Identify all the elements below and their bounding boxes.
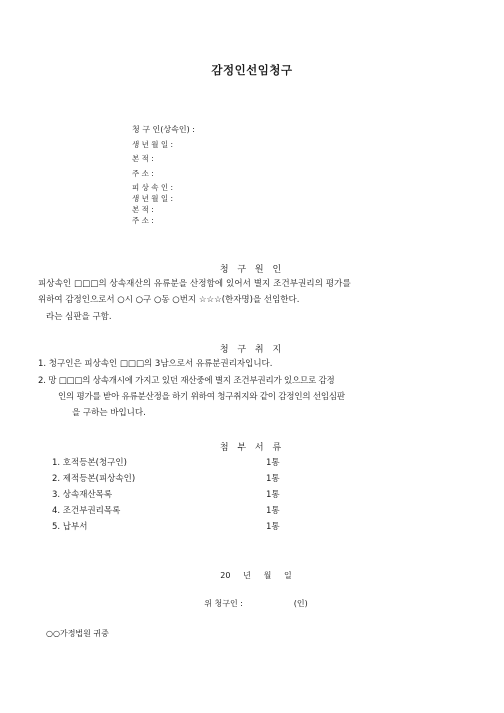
document-title: 감정인선임청구 (211, 63, 293, 77)
attachment-count: 1통 (266, 490, 280, 500)
attachment-count: 1통 (266, 474, 280, 484)
attachment-name: 1. 호적등본(청구인) (52, 458, 127, 468)
purpose-line-2: 2. 망 □□□의 상속개시에 가지고 있던 재산중에 별지 조건부권리가 있으므로 감정 (38, 376, 335, 386)
attachment-name: 5. 납부서 (52, 522, 88, 532)
decedent-name-label: 피 상 속 인 : (132, 183, 174, 192)
claimant-address-label: 주 소 : (132, 169, 154, 178)
attachments-heading: 첨 부 서 류 (219, 443, 285, 453)
attachment-name: 2. 제적등본(피상속인) (52, 474, 136, 484)
purpose-line-3: 인의 평가를 받아 유류분산정을 하기 위하여 청구취지와 같이 감정인의 선임심판 (58, 392, 345, 402)
decedent-address-label: 주 소 : (132, 216, 154, 225)
attachment-name: 4. 조건부권리목록 (52, 506, 121, 516)
claimant-heading: 청 구 인(상속인) : (132, 125, 195, 134)
claimant-domicile-label: 본 적 : (132, 154, 154, 163)
cause-line-1: 피상속인 □□□의 상속재산의 유류분을 산정함에 있어서 별지 조건부권리의 평가를 (38, 279, 351, 289)
cause-line-3: 라는 심판을 구함. (46, 312, 112, 322)
purpose-line-1: 1. 청구인은 피상속인 □□□의 3남으로서 유류분권리자입니다. (38, 359, 273, 369)
claimant-birthdate-label: 생 년 월 일 : (132, 140, 174, 149)
court-addressee: ○○가정법원 귀중 (46, 629, 109, 638)
date-line: 20 년 월 일 (220, 571, 292, 580)
attachment-count: 1통 (266, 506, 280, 516)
cause-line-2: 위하여 감정인으로서 ○시 ○구 ○동 ○번지 ☆☆☆(한자명)을 선임한다. (38, 295, 300, 305)
attachment-name: 3. 상속재산목록 (52, 490, 113, 500)
cause-heading: 청 구 원 인 (219, 265, 285, 275)
decedent-domicile-label: 본 적 : (132, 205, 154, 214)
attachment-count: 1통 (266, 522, 280, 532)
purpose-line-4: 을 구하는 바입니다. (72, 408, 146, 418)
signature-line: 위 청구인 : (인) (204, 599, 308, 608)
purpose-heading: 청 구 취 지 (219, 345, 285, 355)
attachment-count: 1통 (266, 458, 280, 468)
decedent-birthdate-label: 생 년 월 일 : (132, 194, 174, 203)
